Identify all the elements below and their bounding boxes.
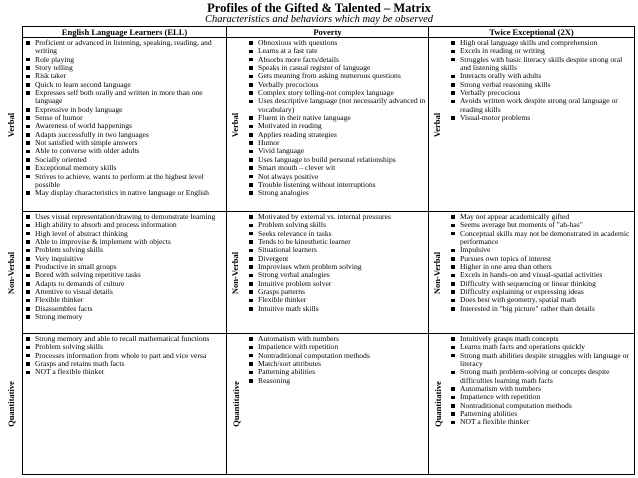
list-item: Strong verbal reasoning skills [451, 81, 632, 89]
list-item: Strives to achieve, wants to perform at the highest level possible [26, 173, 224, 190]
list-item: Struggles with basic literacy skills despite strong oral and listening skills [451, 56, 632, 73]
cell-side-label [227, 334, 244, 474]
list-item: Patterning abilities [451, 410, 632, 418]
list-item: Story telling [26, 64, 224, 72]
cell-side-label-text: Quantitative [432, 381, 443, 427]
row-label [2, 38, 20, 211]
list-item: Adapts successfully in two languages [26, 131, 224, 139]
list-item: Intuitive math skills [249, 305, 426, 313]
page-title: Profiles of the Gifted & Talented – Matrix [207, 1, 431, 15]
list-item: Motivated by external vs. internal pressures [249, 213, 426, 221]
page-subtitle: Characteristics and behaviors which may be observed [204, 14, 434, 25]
list-item: Socially oriented [26, 156, 224, 164]
column-header-twice-exceptional: Twice Exceptional (2X) [429, 27, 635, 38]
list-item: Problem solving skills [26, 343, 224, 351]
list-item: Motivated in reading [249, 122, 426, 130]
bullet-list [227, 212, 428, 313]
list-item: Divergent [249, 255, 426, 263]
list-item: Difficulty with sequencing or linear thinking [451, 280, 632, 288]
list-item: Gets meaning from asking numerous questions [249, 72, 426, 80]
row-label-text: Non-Verbal [6, 251, 17, 294]
list-item: NOT a flexible thinker [26, 368, 224, 376]
list-item: Expresses self both orally and written in more than one language [26, 89, 224, 106]
list-item: May not appear academically gifted [451, 213, 632, 221]
column-header-ell: English Language Learners (ELL) [23, 27, 227, 38]
list-item: High ability to absorb and process information [26, 221, 224, 229]
list-item: Impulsive [451, 246, 632, 254]
list-item: Grasps and retains math facts [26, 360, 224, 368]
cell-side-label [429, 212, 446, 333]
list-item: Improvises when problem solving [249, 263, 426, 271]
list-item: Trouble listening without interruptions [249, 181, 426, 189]
list-item: Productive in small groups [26, 263, 224, 271]
profiles-matrix-table [6, 26, 635, 475]
list-item: Automatism with numbers [249, 335, 426, 343]
list-item: Verbally precocious [451, 89, 632, 97]
list-item: Interacts orally with adults [451, 72, 632, 80]
matrix-row [23, 334, 635, 475]
list-item: Learns math facts and operations quickly [451, 343, 632, 351]
list-item: Smart mouth – clever wit [249, 164, 426, 172]
list-item: Uses descriptive language (not necessarily advanced in vocabulary) [249, 97, 426, 114]
cell-side-label [429, 38, 446, 211]
list-item: Not always positive [249, 173, 426, 181]
cell-side-label [227, 212, 244, 333]
list-item: Difficulty explaining or expressing ideas [451, 288, 632, 296]
column-header-poverty: Poverty [227, 27, 429, 38]
list-item: Not satisfied with simple answers [26, 139, 224, 147]
list-item: Excels in hands-on and visual-spatial activities [451, 271, 632, 279]
list-item: Nontraditional computation methods [249, 352, 426, 360]
bullet-list [227, 38, 428, 198]
bullet-list [23, 38, 226, 198]
list-item: Exceptional memory skills [26, 164, 224, 172]
list-item: Proficient or advanced in listening, speaking, reading, and writing [26, 39, 224, 56]
list-item: Strong analogies [249, 189, 426, 197]
list-item: Vivid language [249, 147, 426, 155]
matrix-cell-poverty [227, 212, 429, 334]
list-item: Conceptual skills may not be demonstrated in academic performance [451, 230, 632, 247]
cell-side-label [429, 334, 446, 474]
matrix-cell-ell [6, 334, 227, 475]
list-item: Reasoning [249, 377, 426, 385]
matrix-cell-twice-exceptional [429, 38, 635, 212]
list-item: Quick to learn second language [26, 81, 224, 89]
list-item: Intuitive problem solver [249, 280, 426, 288]
list-item: Pursues own topics of interest [451, 255, 632, 263]
list-item: Very inquisitive [26, 255, 224, 263]
list-item: Adapts to demands of culture [26, 280, 224, 288]
list-item: Obnoxious with questions [249, 39, 426, 47]
list-item: Sense of humor [26, 114, 224, 122]
list-item: Attentive to visual details [26, 288, 224, 296]
list-item: High oral language skills and comprehension [451, 39, 632, 47]
bullet-list [23, 212, 226, 321]
list-item: Complex story telling-not complex language [249, 89, 426, 97]
list-item: Strong verbal analogies [249, 271, 426, 279]
list-item: Grasps patterns [249, 288, 426, 296]
list-item: Speaks in casual register of language [249, 64, 426, 72]
cell-side-label-text: Verbal [432, 112, 443, 137]
list-item: Match/sort attributes [249, 360, 426, 368]
list-item: Verbally precocious [249, 81, 426, 89]
row-label [2, 212, 20, 333]
list-item: Intuitively grasps math concepts [451, 335, 632, 343]
list-item: NOT a flexible thinker [451, 418, 632, 426]
list-item: May display characteristics in native language or English [26, 189, 224, 197]
cell-side-label-text: Verbal [230, 112, 241, 137]
list-item: Flexible thinker [249, 296, 426, 304]
list-item: High level of abstract thinking [26, 230, 224, 238]
list-item: Impatience with repetition [249, 343, 426, 351]
list-item: Able to improvise & implement with objects [26, 238, 224, 246]
matrix-cell-poverty [227, 38, 429, 212]
list-item: Seems average but moments of "ah-has" [451, 221, 632, 229]
list-item: Nontraditional computation methods [451, 402, 632, 410]
list-item: Tends to be kinesthetic learner [249, 238, 426, 246]
matrix-row [23, 212, 635, 334]
list-item: Processes information from whole to part and vice versa [26, 352, 224, 360]
bullet-list [429, 38, 634, 122]
list-item: Disassembles facts [26, 305, 224, 313]
matrix-cell-poverty [227, 334, 429, 475]
list-item: Humor [249, 139, 426, 147]
list-item: Does best with geometry, spatial math [451, 296, 632, 304]
list-item: Interested in "big picture" rather than details [451, 305, 632, 313]
matrix-cell-twice-exceptional [429, 334, 635, 475]
list-item: Absorbs more facts/details [249, 56, 426, 64]
list-item: Impatience with repetition [451, 393, 632, 401]
matrix-row [23, 38, 635, 212]
matrix-cell-twice-exceptional [429, 212, 635, 334]
list-item: Strong memory and able to recall mathematical functions [26, 335, 224, 343]
list-item: Bored with solving repetitive tasks [26, 271, 224, 279]
cell-side-label-text: Non-Verbal [230, 251, 241, 294]
list-item: Risk taker [26, 72, 224, 80]
bullet-list [429, 212, 634, 313]
list-item: Uses visual representation/drawing to demonstrate learning [26, 213, 224, 221]
list-item: Able to converse with older adults [26, 147, 224, 155]
list-item: Problem solving skills [249, 221, 426, 229]
bullet-list [227, 334, 428, 385]
cell-side-label [227, 38, 244, 211]
list-item: Automatism with numbers [451, 385, 632, 393]
cell-side-label-text: Non-Verbal [432, 251, 443, 294]
list-item: Expressive in body language [26, 106, 224, 114]
matrix-cell-ell [6, 212, 227, 334]
list-item: Role playing [26, 56, 224, 64]
matrix-cell-ell [6, 38, 227, 212]
matrix-body [6, 38, 635, 475]
list-item: Strong math problem-solving or concepts despite difficulties learning math facts [451, 368, 632, 385]
list-item: Patterning abilities [249, 368, 426, 376]
list-item: Situational learners [249, 246, 426, 254]
list-item: Uses language to build personal relationships [249, 156, 426, 164]
cell-side-label-text: Quantitative [230, 381, 241, 427]
list-item: Seeks relevance in tasks [249, 230, 426, 238]
list-item: Problem solving skills [26, 246, 224, 254]
list-item: Excels in reading or writing [451, 47, 632, 55]
list-item: Applies reading strategies [249, 131, 426, 139]
list-item: Awareness of world happenings [26, 122, 224, 130]
list-item: Strong math abilities despite struggles with language or literacy [451, 352, 632, 369]
list-item: Strong memory [26, 313, 224, 321]
list-item: Flexible thinker [26, 296, 224, 304]
list-item: Avoids written work despite strong oral language or reading skills [451, 97, 632, 114]
list-item: Higher in one area than others [451, 263, 632, 271]
list-item: Learns at a fast rate [249, 47, 426, 55]
list-item: Fluent in their native language [249, 114, 426, 122]
row-label [2, 334, 20, 474]
row-label-text: Verbal [6, 112, 16, 137]
bullet-list [23, 334, 226, 377]
row-label-text: Quantitative [6, 381, 16, 427]
list-item: Visual-motor problems [451, 114, 632, 122]
bullet-list [429, 334, 634, 427]
